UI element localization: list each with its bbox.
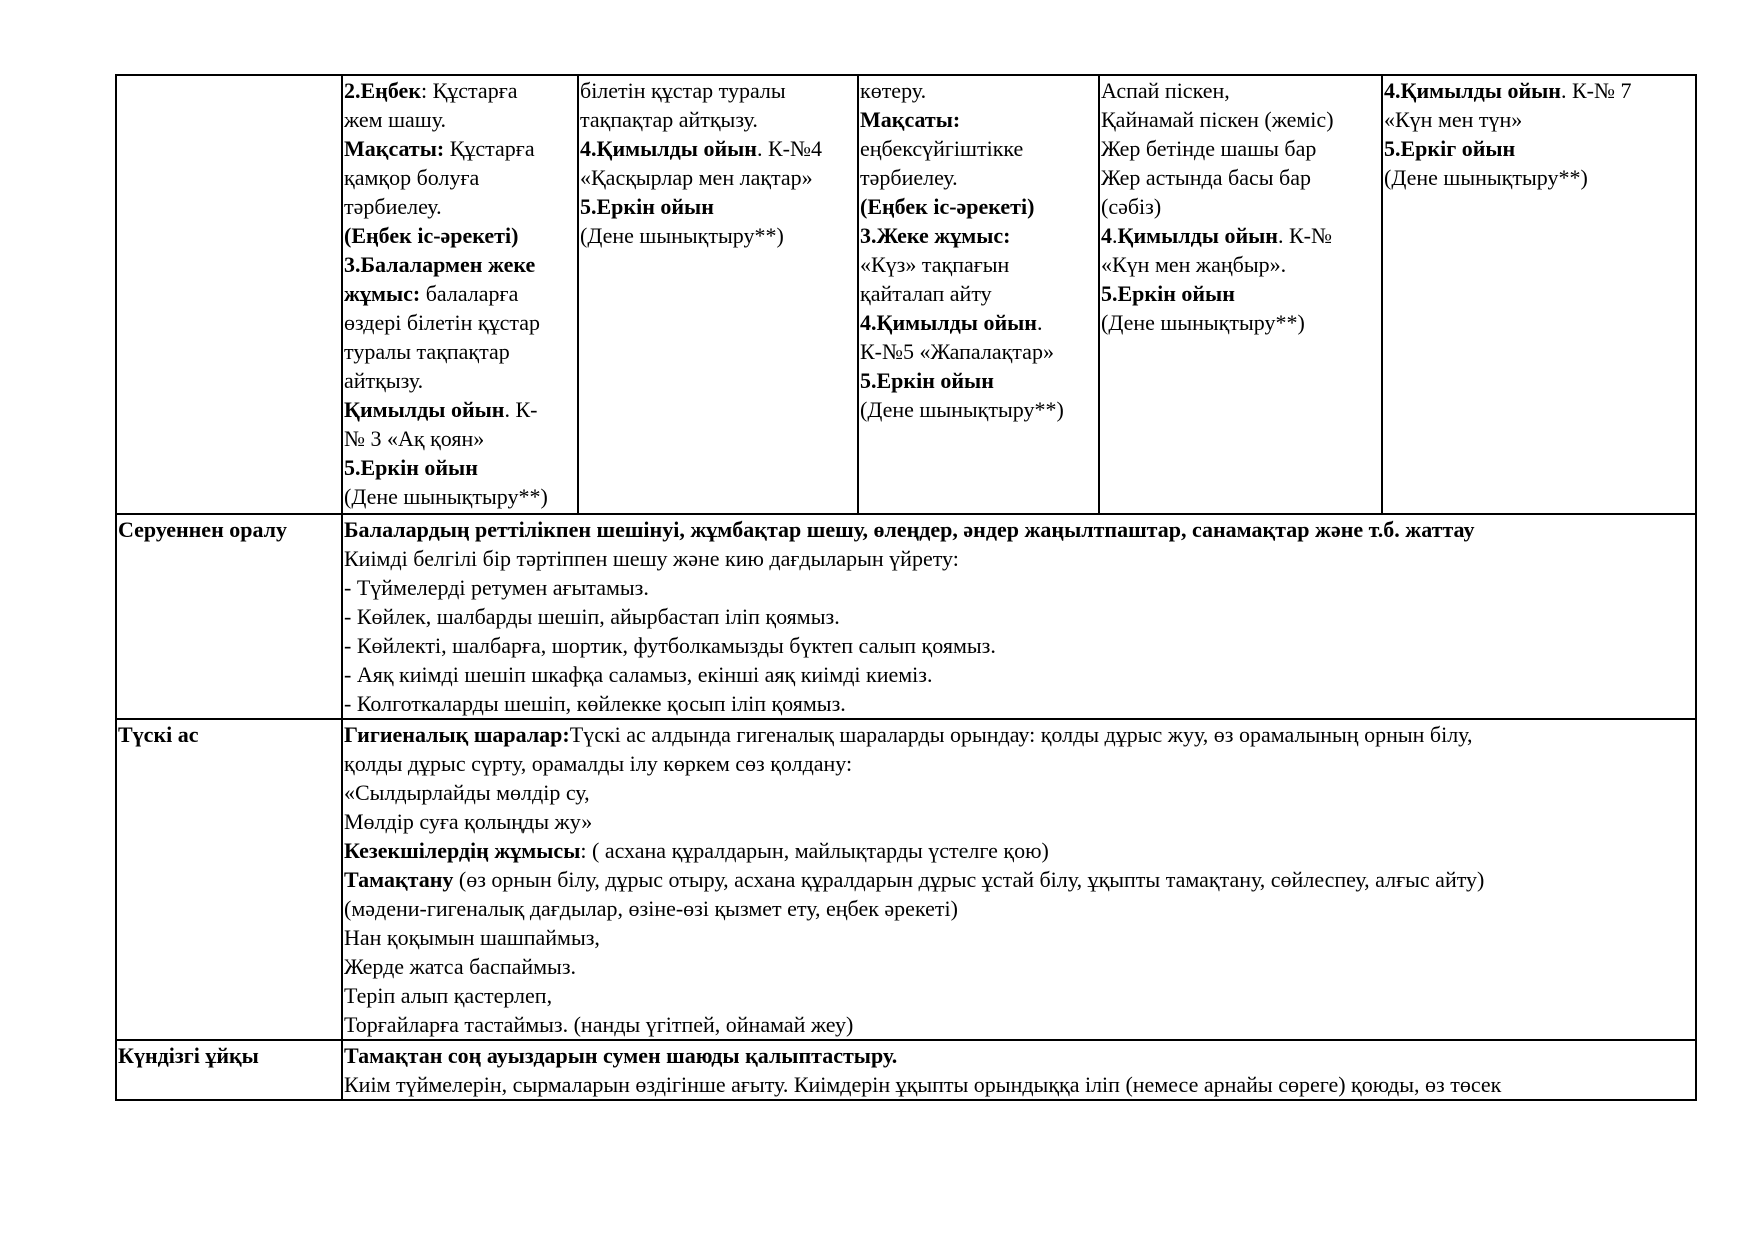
- text: Жерде жатса баспаймыз.: [344, 954, 577, 979]
- text: : ( асхана құралдарын, майлықтарды үстелге қою): [580, 838, 1049, 863]
- text-line: [344, 631, 1695, 660]
- text-line: [1384, 163, 1695, 192]
- text: . К-№ 7: [1560, 78, 1632, 103]
- text: Нан қоқымын шашпаймыз,: [344, 925, 600, 950]
- text-line: [344, 453, 577, 482]
- text: Жер астында басы бар: [1101, 165, 1311, 190]
- text: қайталап айту: [860, 281, 992, 306]
- bold-text: жұмыс:: [344, 281, 421, 306]
- text-line: [344, 482, 577, 511]
- text: - Көйлек, шалбарды шешіп, айырбастап іліп қоямыз.: [344, 604, 840, 629]
- text: Жер бетінде шашы бар: [1101, 136, 1317, 161]
- text-line: [860, 134, 1098, 163]
- text-line: [344, 192, 577, 221]
- bold-text: 4.Қимылды ойын: [580, 136, 757, 161]
- text: білетін құстар туралы: [580, 78, 786, 103]
- walk-wednesday-cell: [858, 75, 1099, 514]
- text-line: [344, 163, 577, 192]
- text-line: [344, 515, 1695, 544]
- text: балаларға: [420, 281, 519, 306]
- text: .: [1112, 223, 1118, 248]
- lunch-row: [116, 719, 1696, 1040]
- text-line: [344, 105, 577, 134]
- text: Торғайларға тастаймыз. (нанды үгітпей, ойнамай жеу): [344, 1012, 854, 1037]
- text-line: [1101, 192, 1381, 221]
- text: (мәдени-гигеналық дағдылар, өзіне-өзі қызмет ету, еңбек әрекеті): [344, 896, 958, 921]
- bold-text: 2.Еңбек: [344, 78, 421, 103]
- text: Киімді белгілі бір тәртіппен шешу және кию дағдыларын үйрету:: [344, 546, 959, 571]
- text-line: [344, 807, 1695, 836]
- text-line: [1101, 76, 1381, 105]
- text: айтқызу.: [344, 368, 424, 393]
- text-line: [344, 602, 1695, 631]
- walk-label-cell: [116, 75, 342, 514]
- text-line: [860, 308, 1098, 337]
- bold-text: Балалардың реттілікпен шешінуі, жұмбақтар шешу, өлеңдер, әндер жаңылтпаштар, санамақтар және т.б. жаттау: [344, 517, 1475, 542]
- text: көтеру.: [860, 78, 927, 103]
- text-line: [1101, 163, 1381, 192]
- text: «Сылдырлайды мөлдір су,: [344, 780, 590, 805]
- text: (өз орнын білу, дұрыс отыру, асхана құралдарын дұрыс ұстай білу, ұқыпты тамақтану, сөйлеспеу, алғыс айту): [453, 867, 1485, 892]
- nap-row: [116, 1040, 1696, 1100]
- text-line: [860, 279, 1098, 308]
- text: Киім түймелерін, сырмаларын өздігінше ағыту. Киімдерін ұқыпты орындыққа іліп (немесе арнайы сөреге) қоюды, өз төсек: [344, 1072, 1502, 1097]
- text: еңбексүйгіштікке: [860, 136, 1024, 161]
- text-line: [860, 366, 1098, 395]
- text: Түскі ас алдында гигеналық шараларды орындау: қолды дұрыс жуу, өз орамалының орнын білу,: [569, 722, 1473, 747]
- text-line: [344, 1070, 1695, 1099]
- text: (Дене шынықтыру**): [1101, 310, 1305, 335]
- text-line: [344, 134, 577, 163]
- text-line: [860, 395, 1098, 424]
- bold-text: 5.Еркін ойын: [860, 368, 994, 393]
- text-line: [344, 424, 577, 453]
- text: қамқор болуға: [344, 165, 480, 190]
- lunch-row-content: [342, 719, 1696, 1040]
- text-line: [344, 308, 577, 337]
- text-line: [580, 76, 857, 105]
- bold-text: 5.Еркін ойын: [580, 194, 714, 219]
- text-line: [344, 660, 1695, 689]
- nap-row-content: [342, 1040, 1696, 1100]
- walk-monday-cell: [342, 75, 578, 514]
- lunch-row-label: Түскі ас: [116, 719, 342, 1040]
- text-line: [344, 865, 1695, 894]
- text-line: [1101, 250, 1381, 279]
- text: .: [1036, 310, 1043, 335]
- text-line: [344, 749, 1695, 778]
- text: өздері білетін құстар: [344, 310, 541, 335]
- text-line: [344, 778, 1695, 807]
- text: тәрбиелеу.: [344, 194, 442, 219]
- text: . К-№: [1277, 223, 1332, 248]
- text-line: [344, 720, 1695, 749]
- text: Құстарға: [444, 136, 535, 161]
- bold-text: 4: [1101, 223, 1112, 248]
- text: туралы тақпақтар: [344, 339, 510, 364]
- bold-text: (Еңбек іс-әрекеті): [344, 223, 519, 248]
- bold-text: Мақсаты:: [344, 136, 445, 161]
- bold-text: 5.Еркін ойын: [1101, 281, 1235, 306]
- text: . К-: [504, 397, 538, 422]
- walk-friday-cell: [1382, 75, 1696, 514]
- bold-text: 4.Қимылды ойын: [860, 310, 1037, 335]
- walk-row: [116, 75, 1696, 514]
- text: (Дене шынықтыру**): [1384, 165, 1588, 190]
- bold-text: Кезекшілердің жұмысы: [344, 838, 581, 863]
- nap-row-label: Күндізгі ұйқы: [116, 1040, 342, 1100]
- bold-text: (Еңбек іс-әрекеті): [860, 194, 1035, 219]
- text: Мөлдір суға қолыңды жу»: [344, 809, 593, 834]
- text-line: [860, 221, 1098, 250]
- text: Теріп алып қастерлеп,: [344, 983, 553, 1008]
- text-line: [1101, 308, 1381, 337]
- bold-text: Қимылды ойын: [1117, 223, 1278, 248]
- text-line: [1384, 105, 1695, 134]
- text: (Дене шынықтыру**): [580, 223, 784, 248]
- text-line: [860, 250, 1098, 279]
- daily-plan-table: [115, 74, 1697, 1101]
- text-line: [580, 134, 857, 163]
- text: тақпақтар айтқызу.: [580, 107, 758, 132]
- text-line: [1384, 76, 1695, 105]
- text-line: [344, 1010, 1695, 1039]
- text: К-№5 «Жапалақтар»: [860, 339, 1054, 364]
- bold-text: Тамақтан соң ауыздарын сумен шаюды қалыптастыру.: [344, 1043, 898, 1068]
- text-line: [344, 279, 577, 308]
- text-line: [344, 337, 577, 366]
- text-line: [860, 163, 1098, 192]
- text-line: [344, 544, 1695, 573]
- bold-text: 3.Жеке жұмыс:: [860, 223, 1011, 248]
- return-row-content: [342, 514, 1696, 719]
- walk-tuesday-cell: [578, 75, 858, 514]
- bold-text: Мақсаты:: [860, 107, 961, 132]
- text-line: [1101, 221, 1381, 250]
- return-from-walk-row: [116, 514, 1696, 719]
- bold-text: Қимылды ойын: [344, 397, 505, 422]
- text: қолды дұрыс сүрту, орамалды ілу көркем сөз қолдану:: [344, 751, 853, 776]
- text-line: [344, 221, 577, 250]
- text: «Қасқырлар мен лақтар»: [580, 165, 813, 190]
- text-line: [344, 366, 577, 395]
- text-line: [1101, 105, 1381, 134]
- bold-text: Гигиеналық шаралар:: [344, 722, 570, 747]
- text: «Күн мен түн»: [1384, 107, 1523, 132]
- text: - Түймелерді ретумен ағытамыз.: [344, 575, 649, 600]
- bold-text: 5.Еркіг ойын: [1384, 136, 1516, 161]
- text-line: [344, 981, 1695, 1010]
- text: тәрбиелеу.: [860, 165, 958, 190]
- text-line: [580, 163, 857, 192]
- text-line: [344, 894, 1695, 923]
- bold-text: 5.Еркін ойын: [344, 455, 478, 480]
- bold-text: Тамақтану: [344, 867, 454, 892]
- text-line: [344, 952, 1695, 981]
- text-line: [344, 76, 577, 105]
- text-line: [1101, 279, 1381, 308]
- text: «Күн мен жаңбыр».: [1101, 252, 1287, 277]
- text-line: [344, 395, 577, 424]
- text: (Дене шынықтыру**): [860, 397, 1064, 422]
- text: «Күз» тақпағын: [860, 252, 1010, 277]
- bold-text: 4.Қимылды ойын: [1384, 78, 1561, 103]
- walk-thursday-cell: [1099, 75, 1382, 514]
- text: - Аяқ киімді шешіп шкафқа саламыз, екінші аяқ киімді киеміз.: [344, 662, 933, 687]
- text-line: [344, 923, 1695, 952]
- bold-text: 3.Балалармен жеке: [344, 252, 536, 277]
- text-line: [344, 250, 577, 279]
- text: : Құстарға: [421, 78, 518, 103]
- text-line: [344, 689, 1695, 718]
- text: . К-№4: [756, 136, 822, 161]
- text-line: [344, 1041, 1695, 1070]
- text-line: [1384, 134, 1695, 163]
- text-line: [580, 192, 857, 221]
- text-line: [860, 192, 1098, 221]
- text-line: [860, 337, 1098, 366]
- text-line: [344, 573, 1695, 602]
- text-line: [344, 836, 1695, 865]
- text-line: [1101, 134, 1381, 163]
- text-line: [860, 76, 1098, 105]
- text: - Көйлекті, шалбарға, шортик, футболкамызды бүктеп салып қоямыз.: [344, 633, 996, 658]
- text: - Колготкаларды шешіп, көйлекке қосып іліп қоямыз.: [344, 691, 846, 716]
- text: № 3 «Ақ қоян»: [344, 426, 485, 451]
- return-row-label: Серуеннен оралу: [116, 514, 342, 719]
- text-line: [580, 221, 857, 250]
- text: (Дене шынықтыру**): [344, 484, 548, 509]
- text: жем шашу.: [344, 107, 447, 132]
- text-line: [860, 105, 1098, 134]
- text: (сәбіз): [1101, 194, 1162, 219]
- text: Қайнамай піскен (жеміс): [1101, 107, 1334, 132]
- text-line: [580, 105, 857, 134]
- text: Аспай піскен,: [1101, 78, 1230, 103]
